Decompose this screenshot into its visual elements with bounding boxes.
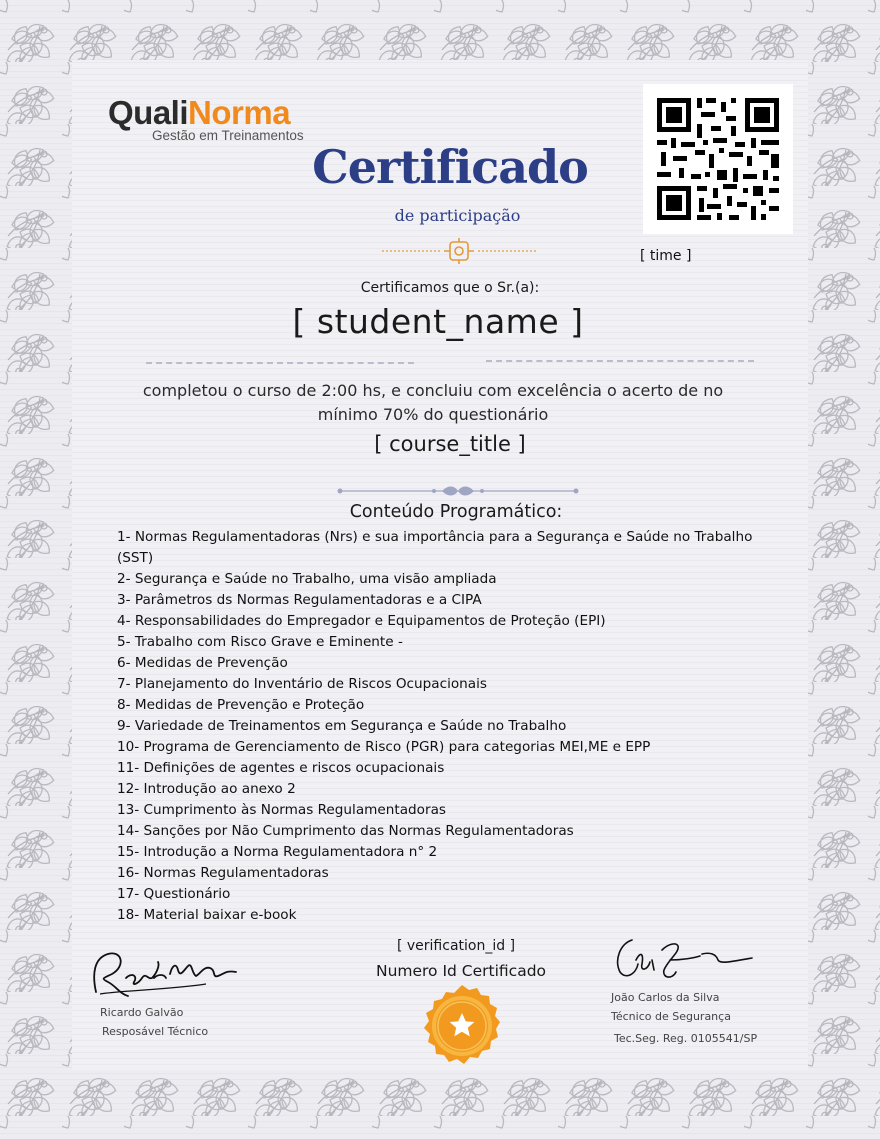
list-item: 16- Normas Regulamentadoras	[117, 865, 329, 881]
student-name: [ student_name ]	[292, 302, 584, 341]
border-bottom	[0, 1070, 880, 1139]
content-title: Conteúdo Programático:	[349, 502, 563, 522]
verification-id: [ verification_id ]	[396, 938, 516, 954]
seal-badge	[420, 984, 504, 1068]
ornament-divider	[380, 238, 540, 264]
logo-tagline: Gestão em Treinamentos	[152, 128, 304, 143]
right-signer-name: João Carlos da Silva	[611, 991, 720, 1004]
list-item: 9- Variedade de Treinamentos em Segurança e Saúde no Trabalho	[117, 718, 567, 734]
qr-code[interactable]	[643, 84, 793, 234]
list-item: 2- Segurança e Saúde no Trabalho, uma visão ampliada	[117, 571, 497, 587]
section-divider	[336, 484, 580, 498]
logo-brand-part2: Norma	[188, 94, 291, 131]
list-item: 17- Questionário	[117, 886, 231, 902]
list-item: 3- Parâmetros ds Normas Regulamentadoras e a CIPA	[117, 592, 482, 608]
course-title: [ course_title ]	[374, 432, 526, 456]
list-item: 11- Definições de agentes e riscos ocupacionais	[117, 760, 445, 776]
time-placeholder: [ time ]	[640, 248, 692, 264]
left-signer-role: Resposável Técnico	[102, 1025, 209, 1038]
verification-label: Numero Id Certificado	[375, 962, 547, 980]
list-item: 4- Responsabilidades do Empregador e Equipamentos de Proteção (EPI)	[117, 613, 606, 629]
logo-brand-part1: Quali	[108, 94, 189, 131]
signature-right	[606, 930, 756, 985]
completion-text: completou o curso de 2:00 hs, e concluiu com excelência o acerto de no mínimo 70% do questionário	[142, 381, 724, 424]
list-item: 14- Sanções por Não Cumprimento das Normas Regulamentadoras	[117, 823, 574, 839]
right-signer-role: Técnico de Segurança	[611, 1010, 731, 1023]
certify-text: Certificamos que o Sr.(a):	[360, 280, 540, 296]
list-item: 10- Programa de Gerenciamento de Risco (PGR) para categorias MEI,ME e EPP	[117, 739, 651, 755]
list-item: 7- Planejamento do Inventário de Riscos Ocupacionais	[117, 676, 487, 692]
list-item: 15- Introdução a Norma Regulamentadora n° 2	[117, 844, 438, 860]
list-item: 13- Cumprimento às Normas Regulamentadoras	[117, 802, 446, 818]
left-signer-name: Ricardo Galvão	[100, 1006, 184, 1019]
content-list	[117, 527, 757, 926]
right-signer-registration: Tec.Seg. Reg. 0105541/SP	[614, 1032, 758, 1045]
list-item: 5- Trabalho com Risco Grave e Eminente -	[117, 634, 403, 650]
list-item: 12- Introdução ao anexo 2	[117, 781, 296, 797]
list-item: 8- Medidas de Prevenção e Proteção	[117, 697, 365, 713]
list-item: 18- Material baixar e-book	[117, 907, 297, 923]
border-right	[808, 60, 880, 1070]
list-item: 1- Normas Regulamentadoras (Nrs) e sua importância para a Segurança e Saúde no Trabalho (SST)	[117, 529, 753, 566]
certificate-title: Certificado	[312, 140, 588, 194]
signature-left	[86, 944, 246, 1004]
border-top	[0, 0, 880, 60]
border-left	[0, 60, 72, 1070]
dashed-line-right	[486, 360, 754, 362]
list-item: 6- Medidas de Prevenção	[117, 655, 288, 671]
certificate-subtitle: de participação	[394, 206, 521, 225]
dashed-line-left	[146, 362, 414, 364]
company-logo	[108, 96, 304, 143]
